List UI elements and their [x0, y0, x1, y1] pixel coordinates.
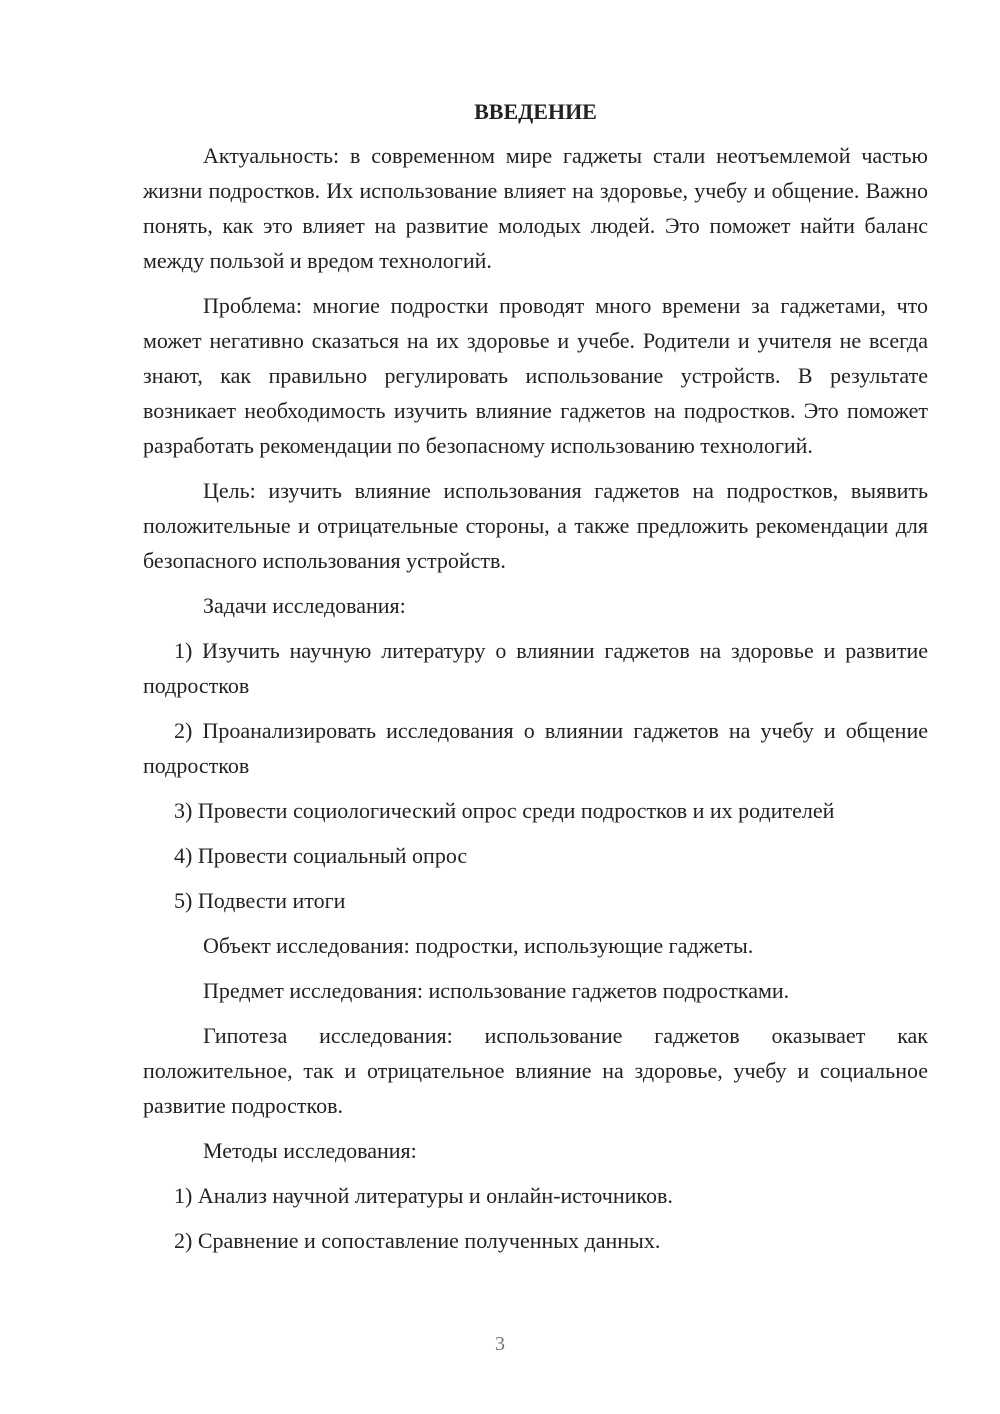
- methods-heading: Методы исследования:: [203, 1138, 417, 1163]
- page-number: 3: [495, 1333, 505, 1355]
- task-item: 4) Провести социальный опрос: [174, 843, 468, 868]
- method-item: 1) Анализ научной литературы и онлайн-источников.: [174, 1183, 673, 1208]
- task-item: 1) Изучить научную литературу о влиянии гаджетов на здоровье и развитие подростков: [143, 638, 928, 698]
- goal-paragraph: Цель: изучить влияние использования гаджетов на подростков, выявить положительные и отрицательные стороны, а также предложить рекомендации для безопасного использования устройств.: [143, 478, 928, 573]
- method-item: 2) Сравнение и сопоставление полученных данных.: [174, 1228, 661, 1253]
- object-paragraph: Объект исследования: подростки, использующие гаджеты.: [203, 933, 754, 958]
- problem-paragraph: Проблема: многие подростки проводят много времени за гаджетами, что может негативно сказаться на их здоровье и учебе. Родители и учителя не всегда знают, как правильно регулировать использование устройств. В результате возникает необходимость изучить влияние гаджетов на подростков. Это поможет разработать рекомендации по безопасному использованию технологий.: [143, 293, 928, 458]
- tasks-heading: Задачи исследования:: [203, 593, 406, 618]
- task-item: 3) Провести социологический опрос среди подростков и их родителей: [174, 798, 835, 823]
- hypothesis-paragraph: Гипотеза исследования: использование гаджетов оказывает как положительное, так и отрицательное влияние на здоровье, учебу и социальное развитие подростков.: [143, 1023, 928, 1118]
- section-heading: ВВЕДЕНИЕ: [474, 99, 597, 124]
- task-item: 2) Проанализировать исследования о влиянии гаджетов на учебу и общение подростков: [143, 718, 928, 778]
- subject-paragraph: Предмет исследования: использование гаджетов подростками.: [203, 978, 790, 1003]
- task-item: 5) Подвести итоги: [174, 888, 346, 913]
- relevance-paragraph: Актуальность: в современном мире гаджеты стали неотъемлемой частью жизни подростков. Их использование влияет на здоровье, учебу и общение. Важно понять, как это влияет на развитие молодых людей. Это поможет найти баланс между пользой и вредом технологий.: [143, 143, 928, 273]
